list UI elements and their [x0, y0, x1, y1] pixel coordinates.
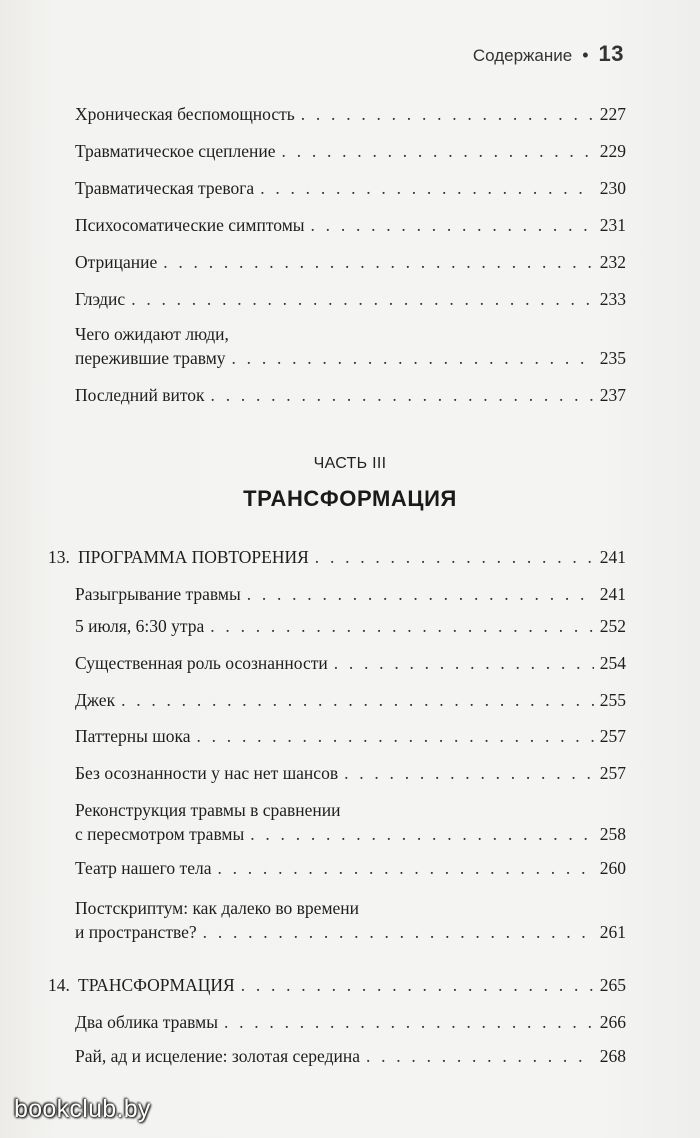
toc-entry-page: 268 [599, 1046, 626, 1066]
toc-entry[interactable] [75, 724, 626, 748]
toc-entry-title: пережившие травму [75, 348, 226, 368]
leader-dots [121, 688, 594, 712]
toc-entry-title: Разыгрывание травмы [75, 584, 241, 604]
watermark: bookclub.by [14, 1095, 151, 1123]
leader-dots [260, 176, 594, 200]
toc-entry-page: 260 [599, 858, 626, 878]
leader-dots [197, 724, 594, 748]
toc-entry[interactable] [75, 1044, 626, 1068]
leader-dots [282, 139, 594, 163]
leader-dots [315, 545, 594, 569]
header-bullet: • [582, 45, 589, 65]
toc-entry-title: Психосоматические симптомы [75, 215, 305, 235]
part-label: ЧАСТЬ III [313, 455, 387, 472]
toc-entry[interactable] [75, 1010, 626, 1034]
toc-entry-page: 258 [599, 824, 626, 844]
part-title: ТРАНСФОРМАЦИЯ [243, 486, 457, 511]
toc-entry-title: Паттерны шока [75, 726, 191, 746]
toc-entry-title: с пересмотром травмы [75, 824, 245, 844]
toc-entry-title: Без осознанности у нас нет шансов [75, 763, 339, 783]
leader-dots [203, 920, 594, 944]
toc-entry-page: 252 [599, 616, 626, 636]
toc-entry-page: 233 [599, 289, 626, 309]
toc-entry-title: Травматическая тревога [75, 178, 255, 198]
toc-entry[interactable] [75, 139, 626, 163]
chapter-title: ПРОГРАММА ПОВТОРЕНИЯ [78, 547, 309, 567]
toc-entry[interactable] [75, 582, 626, 606]
leader-dots [247, 582, 594, 606]
header-section-title: Содержание [472, 46, 573, 65]
toc-entry-page: 229 [599, 141, 626, 161]
leader-dots [210, 614, 593, 638]
toc-entry-title-line: Постскриптум: как далеко во времени [75, 898, 360, 918]
leader-dots [224, 1010, 594, 1034]
toc-entry-page: 237 [599, 385, 626, 405]
toc-entry[interactable] [75, 250, 626, 274]
toc-entry-page: 227 [599, 104, 626, 124]
toc-entry-title: Отрицание [75, 252, 158, 272]
toc-entry-page: 254 [599, 653, 626, 673]
chapter-page: 265 [599, 975, 626, 995]
toc-entry[interactable] [75, 798, 626, 846]
chapter-title: ТРАНСФОРМАЦИЯ [78, 975, 235, 995]
toc-entry-title: и пространстве? [75, 922, 197, 942]
leader-dots [344, 761, 594, 785]
toc-entry-title: Существенная роль осознанности [75, 653, 328, 673]
toc-entry-page: 231 [599, 215, 626, 235]
toc-entry-title: Два облика травмы [75, 1012, 218, 1032]
toc-entry-title: Хроническая беспомощность [75, 104, 295, 124]
toc-entry[interactable] [75, 761, 626, 785]
toc-entry[interactable] [75, 322, 626, 370]
toc-entry-title: Театр нашего тела [75, 858, 212, 878]
toc-entry-page: 255 [599, 690, 626, 710]
leader-dots [250, 822, 594, 846]
running-header [473, 41, 624, 67]
leader-dots [217, 856, 593, 880]
toc-entry-title: Травматическое сцепление [75, 141, 276, 161]
toc-entry[interactable] [75, 614, 626, 638]
chapter-page: 241 [599, 547, 626, 567]
toc-entry-page: 241 [599, 584, 626, 604]
toc-entry-page: 257 [599, 763, 626, 783]
toc-entry-page: 235 [599, 348, 626, 368]
toc-entry[interactable] [75, 383, 626, 407]
toc-entry[interactable] [75, 688, 626, 712]
toc-entry-title: Последний виток [75, 385, 205, 405]
leader-dots [241, 973, 594, 997]
toc-entry[interactable] [75, 651, 626, 675]
leader-dots [232, 346, 594, 370]
toc-entry-page: 261 [599, 922, 626, 942]
toc-entry-page: 266 [599, 1012, 626, 1032]
toc-entry[interactable] [75, 856, 626, 880]
toc-entry-title: Джек [75, 690, 116, 710]
toc-entry[interactable] [75, 176, 626, 200]
toc-entry[interactable] [75, 896, 626, 944]
toc-entry-page: 257 [599, 726, 626, 746]
toc-chapter-13[interactable] [48, 545, 626, 569]
chapter-number: 13. [48, 547, 70, 567]
chapter-number: 14. [48, 975, 70, 995]
toc-entry-page: 230 [599, 178, 626, 198]
leader-dots [311, 213, 594, 237]
toc-entry-page: 232 [599, 252, 626, 272]
toc-entry[interactable] [75, 287, 626, 311]
toc-entry-title-line: Реконструкция травмы в сравнении [75, 800, 341, 820]
header-page-number: 13 [598, 41, 624, 66]
toc-entry-title-line: Чего ожидают люди, [75, 324, 229, 344]
toc-entry[interactable] [75, 213, 626, 237]
leader-dots [334, 651, 594, 675]
toc-entry-title: Глэдис [75, 289, 126, 309]
leader-dots [211, 383, 594, 407]
leader-dots [366, 1044, 594, 1068]
toc-chapter-14[interactable] [48, 973, 626, 997]
toc-entry-title: 5 июля, 6:30 утра [75, 616, 205, 636]
leader-dots [301, 102, 594, 126]
toc-entry-title: Рай, ад и исцеление: золотая середина [75, 1046, 360, 1066]
leader-dots [163, 250, 594, 274]
leader-dots [131, 287, 594, 311]
toc-entry[interactable] [75, 102, 626, 126]
